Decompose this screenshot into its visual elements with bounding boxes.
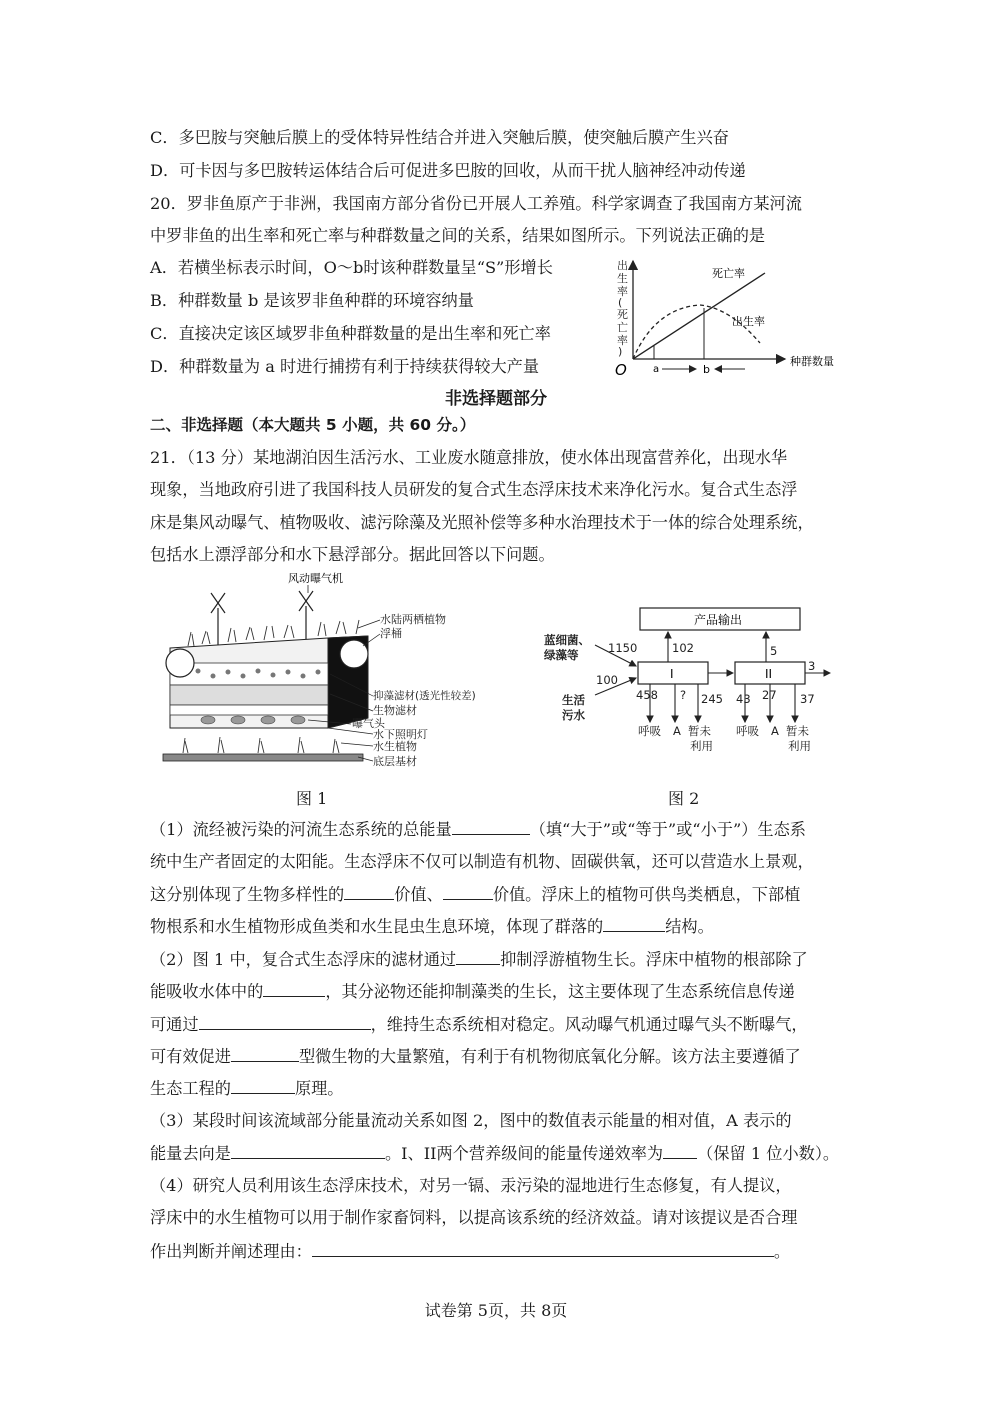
option-d-prev: D．可卡因与多巴胺转运体结合后可促进多巴胺的回收，从而干扰人脑神经冲动传递 xyxy=(150,161,746,180)
figure-2-caption: 图 2 xyxy=(668,789,700,808)
p4-line1: （4）研究人员利用该生态浮床技术，对另一镉、汞污染的湿地进行生态修复，有人提议， xyxy=(150,1176,792,1195)
respiration-label-2: 呼吸 xyxy=(736,724,759,738)
answer-blank[interactable] xyxy=(344,883,394,900)
product-output-label: 产品输出 xyxy=(694,613,743,627)
y-label-char: ( xyxy=(618,296,623,309)
value-unknown: ? xyxy=(680,688,687,702)
unused-label-2: 暂未 xyxy=(786,724,809,738)
y-label-char: 率 xyxy=(617,334,628,347)
population-rate-graph xyxy=(600,253,850,381)
q20-stem-line2: 中罗非鱼的出生率和死亡率与种群数量之间的关系，结果如图所示。下列说法正确的是 xyxy=(150,226,766,245)
q21-intro-line2: 现象，当地政府引进了我国科技人员研发的复合式生态浮床技术来净化污水。复合式生态浮 xyxy=(150,480,798,499)
answer-blank[interactable] xyxy=(231,1142,385,1159)
text: 可通过 xyxy=(150,1015,199,1034)
unused-label-1: 暂未 xyxy=(688,724,711,738)
respiration-label-1: 呼吸 xyxy=(638,724,661,738)
aeration-head-label: 曝气头 xyxy=(352,717,385,730)
death-rate-label: 死亡率 xyxy=(712,267,745,280)
answer-blank[interactable] xyxy=(263,980,325,997)
y-label-char: 生 xyxy=(617,272,628,285)
text: 价值、 xyxy=(394,885,443,904)
x-axis-label: 种群数量 xyxy=(790,355,834,368)
tick-a: a xyxy=(653,364,660,375)
text: 生态工程的 xyxy=(150,1079,231,1098)
section-header: 二、非选择题（本大题共 5 小题，共 60 分。） xyxy=(150,416,476,434)
value-1150: 1150 xyxy=(608,641,638,655)
answer-blank[interactable] xyxy=(443,883,493,900)
text: （1）流经被污染的河流生态系统的总能量 xyxy=(150,820,452,839)
text: 物根系和水生植物形成鱼类和水生昆虫生息环境，体现了群落的 xyxy=(150,917,604,936)
birth-rate-label: 出生率 xyxy=(732,315,765,328)
q21-intro-line1: 21．（13 分）某地湖泊因生活污水、工业废水随意排放，使水体出现富营养化，出现水华 xyxy=(150,448,788,467)
p4-line3 xyxy=(150,1240,790,1263)
text: 可有效促进 xyxy=(150,1047,231,1066)
aquatic-label: 水生植物 xyxy=(373,740,417,753)
text: 。I、II两个营养级间的能量传递效率为 xyxy=(384,1144,664,1163)
figure-2-energy-flow xyxy=(540,600,850,760)
a-label-1: A xyxy=(673,724,681,738)
text: （填“大于”或“等于”或“小于”）生态系 xyxy=(529,820,806,839)
figure-1-caption: 图 1 xyxy=(296,789,328,808)
q20-stem-line1: 20．罗非鱼原产于非洲，我国南方部分省份已开展人工养殖。科学家调查了我国南方某河流 xyxy=(150,194,802,213)
text: ，其分泌物还能抑制藻类的生长，这主要体现了生态系统信息传递 xyxy=(325,982,795,1001)
p1-line3 xyxy=(150,883,800,906)
y-label-char: 死 xyxy=(617,308,628,321)
answer-blank[interactable] xyxy=(231,1045,299,1062)
value-37: 37 xyxy=(800,692,815,706)
page-footer: 试卷第 5页，共 8页 xyxy=(424,1301,568,1320)
value-245: 245 xyxy=(701,692,723,706)
answer-blank[interactable] xyxy=(663,1142,697,1159)
text: （保留 1 位小数）。 xyxy=(697,1144,840,1163)
figure-1-floating-bed xyxy=(158,568,478,768)
text: 原理。 xyxy=(294,1079,344,1098)
y-label-char: ) xyxy=(618,345,623,358)
p2-line5 xyxy=(150,1077,344,1100)
filter2-label: 生物滤材 xyxy=(373,704,417,717)
text: 能吸收水体中的 xyxy=(150,982,264,1001)
y-axis-label xyxy=(617,258,628,358)
q20-option-d: D．种群数量为 a 时进行捕捞有利于持续获得较大产量 xyxy=(150,357,540,376)
q20-option-b: B．种群数量 b 是该罗非鱼种群的环境容纳量 xyxy=(150,291,474,310)
value-100: 100 xyxy=(596,673,618,687)
text: 这分别体现了生物多样性的 xyxy=(150,885,345,904)
text: 能量去向是 xyxy=(150,1144,231,1163)
level-1-label: I xyxy=(670,667,674,681)
y-label-char: 出 xyxy=(617,259,628,272)
answer-blank[interactable] xyxy=(312,1240,774,1257)
p4-line2: 浮床中的水生植物可以用于制作家畜饲料，以提高该系统的经济效益。请对该提议是否合理 xyxy=(150,1208,798,1227)
p2-line3 xyxy=(150,1013,808,1036)
text: 抑制浮游植物生长。浮床中植物的根部除了 xyxy=(500,950,808,969)
value-458: 458 xyxy=(636,688,658,702)
lamp-label: 水下照明灯 xyxy=(373,728,428,741)
value-43: 43 xyxy=(736,692,751,706)
p1-line2: 统中生产者固定的太阳能。生态浮床不仅可以制造有机物、固碳供氧，还可以营造水上景观， xyxy=(150,852,814,871)
float-label: 浮桶 xyxy=(380,627,402,640)
tick-b: b xyxy=(703,363,710,376)
substrate-layer xyxy=(163,754,363,761)
option-c-prev: C．多巴胺与突触后膜上的受体特异性结合并进入突触后膜，使突触后膜产生兴奋 xyxy=(150,128,729,147)
p1-line1 xyxy=(150,818,806,841)
aerator-label: 风动曝气机 xyxy=(288,572,343,585)
text: ，维持生态系统相对稳定。风动曝气机通过曝气头不断曝气， xyxy=(370,1015,808,1034)
value-5: 5 xyxy=(770,644,778,658)
q21-intro-line3: 床是集风动曝气、植物吸收、滤污除藻及光照补偿等多种水治理技术于一体的综合处理系统， xyxy=(150,513,814,532)
value-102: 102 xyxy=(672,641,694,655)
section-title: 非选择题部分 xyxy=(445,389,547,409)
value-3: 3 xyxy=(808,659,816,673)
answer-blank[interactable] xyxy=(603,915,665,932)
p2-line2 xyxy=(150,980,795,1003)
p2-line1 xyxy=(150,948,808,971)
p1-line4 xyxy=(150,915,714,938)
algae-label: 蓝细菌、 xyxy=(544,633,590,647)
filter1-label: 抑藻滤材(透光性较差) xyxy=(373,690,476,702)
p3-line1: （3）某段时间该流域部分能量流动关系如图 2，图中的数值表示能量的相对值，A 表示的 xyxy=(150,1111,792,1130)
unused-label-1b: 利用 xyxy=(690,739,713,753)
q20-option-a: A．若横坐标表示时间，O～b时该种群数量呈“S”形增长 xyxy=(150,258,553,277)
text: 。 xyxy=(773,1242,791,1261)
value-27: 27 xyxy=(762,688,777,702)
text: 价值。浮床上的植物可供鸟类栖息，下部植 xyxy=(492,885,801,904)
q20-option-c: C．直接决定该区域罗非鱼种群数量的是出生率和死亡率 xyxy=(150,324,551,343)
answer-blank[interactable] xyxy=(456,948,500,965)
substrate-label: 底层基材 xyxy=(373,755,417,768)
sewage-label-2: 污水 xyxy=(562,708,585,722)
q21-intro-line4: 包括水上漂浮部分和水下悬浮部分。据此回答以下问题。 xyxy=(150,545,555,564)
unused-label-2b: 利用 xyxy=(788,739,811,753)
float-barrel-icon xyxy=(166,649,194,677)
text: 作出判断并阐述理由： xyxy=(150,1242,312,1261)
aquatic-plant-icon xyxy=(183,737,339,753)
answer-blank[interactable] xyxy=(452,818,530,835)
text: 结构。 xyxy=(665,917,714,936)
a-label-2: A xyxy=(771,724,779,738)
text: 型微生物的大量繁殖，有利于有机物彻底氧化分解。该方法主要遵循了 xyxy=(298,1047,801,1066)
p2-line4 xyxy=(150,1045,801,1068)
level-2-label: II xyxy=(765,667,773,681)
p3-line2 xyxy=(150,1142,839,1165)
answer-blank[interactable] xyxy=(199,1013,371,1030)
plant-label: 水陆两栖植物 xyxy=(380,613,446,626)
sewage-label: 生活 xyxy=(562,693,585,707)
y-label-char: 率 xyxy=(617,285,628,298)
origin-label: O xyxy=(615,361,627,379)
y-label-char: 亡 xyxy=(617,321,628,334)
text: （2）图 1 中，复合式生态浮床的滤材通过 xyxy=(150,950,457,969)
birth-rate-curve xyxy=(633,305,760,359)
algae-label-2: 绿藻等 xyxy=(544,648,579,662)
answer-blank[interactable] xyxy=(231,1077,295,1094)
